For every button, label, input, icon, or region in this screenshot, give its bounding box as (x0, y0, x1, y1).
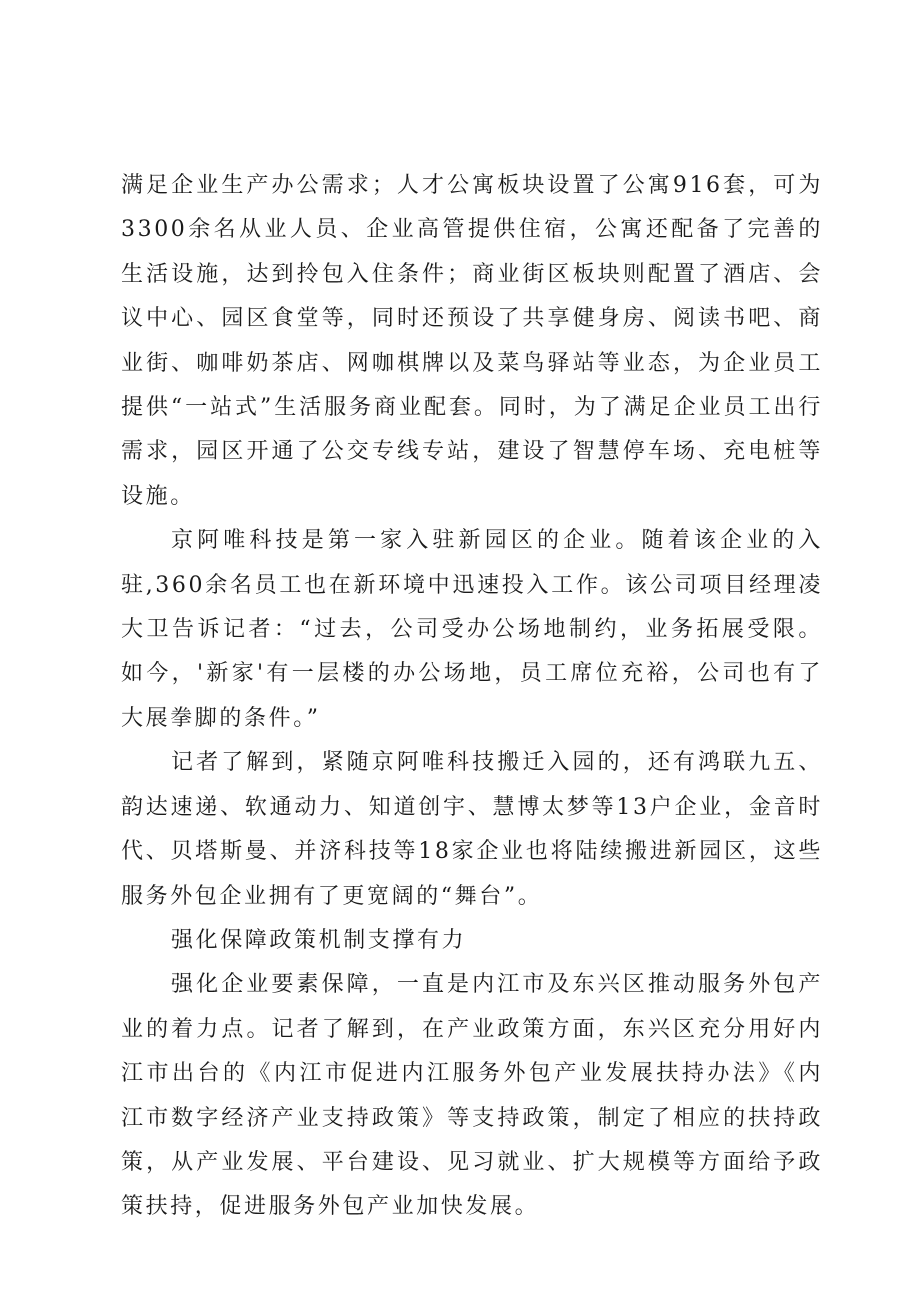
section-heading: 强化保障政策机制支撑有力 (171, 927, 467, 953)
paragraph-policy-support: 强化企业要素保障，一直是内江市及东兴区推动服务外包产业的着力点。记者了解到，在产业政策方面，东兴区充分用好内江市出台的《内江市促进内江服务外包产业发展扶持办法》《内江市数字经济产业支持政策》等支持政策，制定了相应的扶持政策，从产业发展、平台建设、见习就业、扩大规模等方面给予政策扶持，促进服务外包产业加快发展。 (121, 972, 823, 1220)
article-body (121, 164, 823, 1230)
paragraph-apartment-commercial: 满足企业生产办公需求；人才公寓板块设置了公寓916套，可为3300余名从业人员、企业高管提供住宿，公寓还配备了完善的生活设施，达到拎包入住条件；商业街区板块则配置了酒店、会议中心、园区食堂等，同时还预设了共享健身房、阅读书吧、商业街、咖啡奶茶店、网咖棋牌以及菜鸟驿站等业态，为企业员工提供“一站式”生活服务商业配套。同时，为了满足企业员工出行需求，园区开通了公交专线专站，建设了智慧停车场、充电桩等设施。 (121, 173, 823, 509)
paragraph-first-company: 京阿唯科技是第一家入驻新园区的企业。随着该企业的入驻,360余名员工也在新环境中迅速投入工作。该公司项目经理凌大卫告诉记者：“过去，公司受办公场地制约，业务拓展受限。如今，'新家'有一层楼的办公场地，员工席位充裕，公司也有了大展拳脚的条件。” (121, 528, 823, 731)
paragraph-relocating-companies: 记者了解到，紧随京阿唯科技搬迁入园的，还有鸿联九五、韵达速递、软通动力、知道创宇、慧博太梦等13户企业，金音时代、贝塔斯曼、并济科技等18家企业也将陆续搬进新园区，这些服务外包企业拥有了更宽阔的“舞台”。 (121, 750, 823, 909)
